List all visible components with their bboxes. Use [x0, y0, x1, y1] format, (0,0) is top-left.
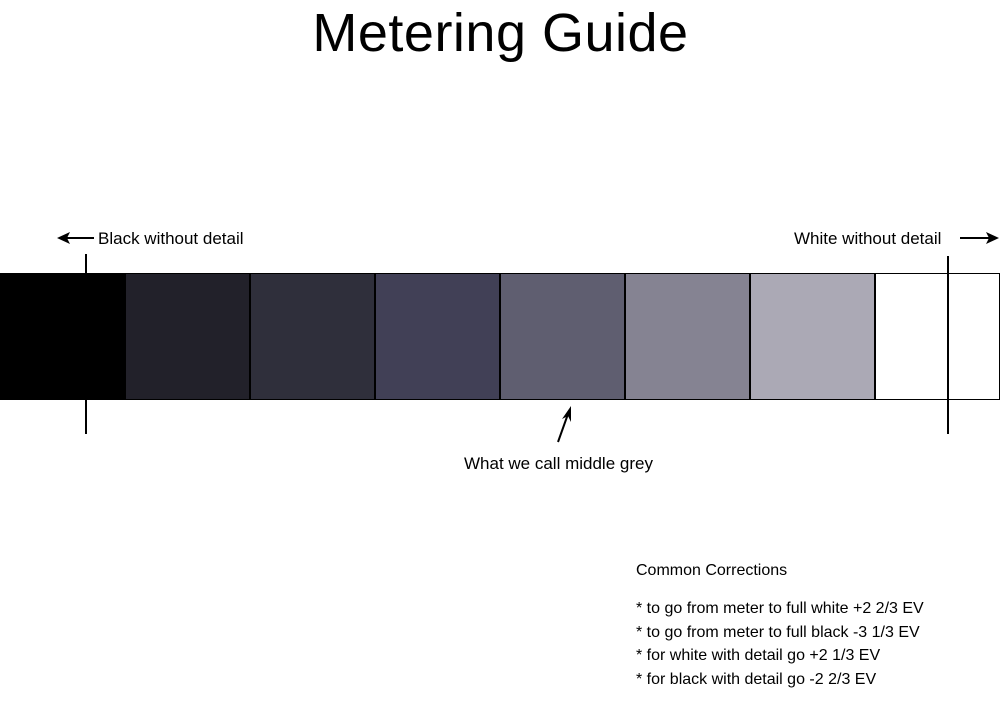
correction-item: * to go from meter to full white +2 2/3 EV [636, 600, 924, 617]
correction-item: * for white with detail go +2 1/3 EV [636, 647, 881, 664]
common-corrections [636, 561, 924, 691]
left-arrow-icon [57, 232, 94, 244]
black-without-detail-label: Black without detail [98, 229, 244, 248]
right-arrow-icon [960, 232, 999, 244]
correction-item: * to go from meter to full black -3 1/3 EV [636, 623, 920, 641]
white-without-detail-label: White without detail [794, 229, 942, 248]
up-arrow-icon [558, 406, 571, 442]
corrections-heading: Common Corrections [636, 562, 788, 579]
page-title: Metering Guide [312, 3, 689, 63]
correction-item: * for black with detail go -2 2/3 EV [636, 670, 877, 688]
middle-grey-label: What we call middle grey [464, 454, 653, 473]
